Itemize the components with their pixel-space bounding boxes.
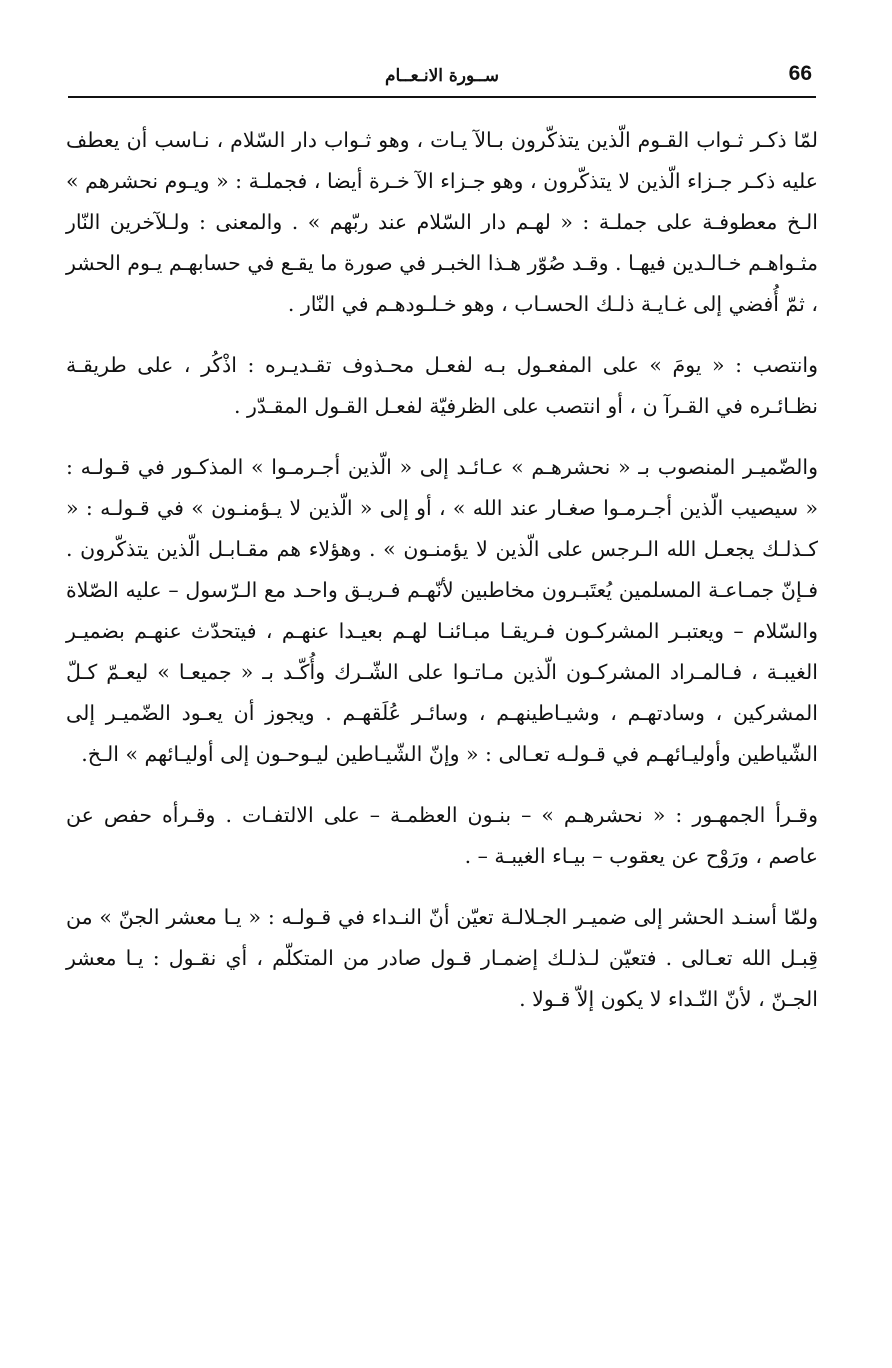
paragraph-4: وقـرأ الجمهـور : « نحشرهـم » – بنـون العظمـة – على الالتفـات . وقـرأه حفص عن عاصم ، ورَوْح عن يعقوب – بيـاء الغيبـة – . — [66, 803, 818, 868]
paragraph-3: والضّميـر المنصوب بـ « نحشرهـم » عـائـد إلى « الّذين أجـرمـوا » المذكـور في قـولـه : « سيصيب الّذين أجـرمـوا صغـار عند الله » ، أو إلى « الّذين لا يـؤمنـون » في قـولـه : « كـذلـك يجعـل الله الـرجس على الّذين لا يؤمنـون » . وهؤلاء هم مقـابـل الّذين يتذكّرون . فـإنّ جمـاعـة المسلمين يُعتَبـرون مخاطبين لأنّهـم فـريـق واحـد مع الـرّسول – عليه الصّلاة والسّلام – ويعتبـر المشركـون فـريقـا مبـائنـا لهـم بعيـدا عنهـم ، فيتحدّث عنهـم بضميـر الغيبـة ، فـالمـراد المشركـون الّذين مـاتـوا على الشّـرك وأُكّـد بـ « جميعـا » ليعـمّ كـلّ المشركين ، وسادتهـم ، وشيـاطينهـم ، وسائـر عُلَقهـم . ويجوز أن يعـود الضّميـر إلى الشّياطين وأوليـائهـم في قـولـه تعـالى : « وإنّ الشّيـاطين ليـوحـون إلى أوليـائهم » الـخ. — [66, 455, 818, 766]
running-title: ســورة الانـعــام — [384, 66, 500, 86]
body-text — [66, 120, 818, 1020]
page-number: 66 — [788, 62, 812, 85]
paragraph-2: وانتصب : « يومَ » على المفعـول بـه لفعـل محـذوف تقـديـره : اذْكُر ، على طريقـة نظـائـره في القـرآ ن ، أو انتصب على الظرفيّة لفعـل القـول المقـدّر . — [66, 353, 818, 418]
paragraph-5: ولمّا أسنـد الحشر إلى ضميـر الجـلالـة تعيّن أنّ النـداء في قـولـه : « يـا معشر الجنّ » من قِبـل الله تعـالى . فتعيّن لـذلـك إضمـار قـول صادر من المتكلّم ، أي نقـول : يـا معشر الجـنّ ، لأنّ النّـداء لا يكون إلاّ قـولا . — [66, 905, 818, 1011]
paragraph-1: لمّا ذكـر ثـواب القـوم الّذين يتذكّرون بـالآ يـات ، وهو ثـواب دار السّلام ، نـاسب أن يعطف عليه ذكـر جـزاء الّذين لا يتذكّرون ، وهو جـزاء الآ خـرة أيضا ، فجملـة : « ويـوم نحشرهم » الـخ معطوفـة على جملـة : « لهـم دار السّلام عند ربّهم » . والمعنى : ولـلآخرين النّار مثـواهـم خـالـدين فيهـا . وقـد صُوّر هـذا الخبـر في صورة ما يقـع في حسابهـم يـوم الحشر ، ثمّ أُفضي إلى غـايـة ذلـك الحسـاب ، وهو خـلـودهـم في النّار . — [66, 128, 818, 316]
page-header — [68, 60, 816, 98]
